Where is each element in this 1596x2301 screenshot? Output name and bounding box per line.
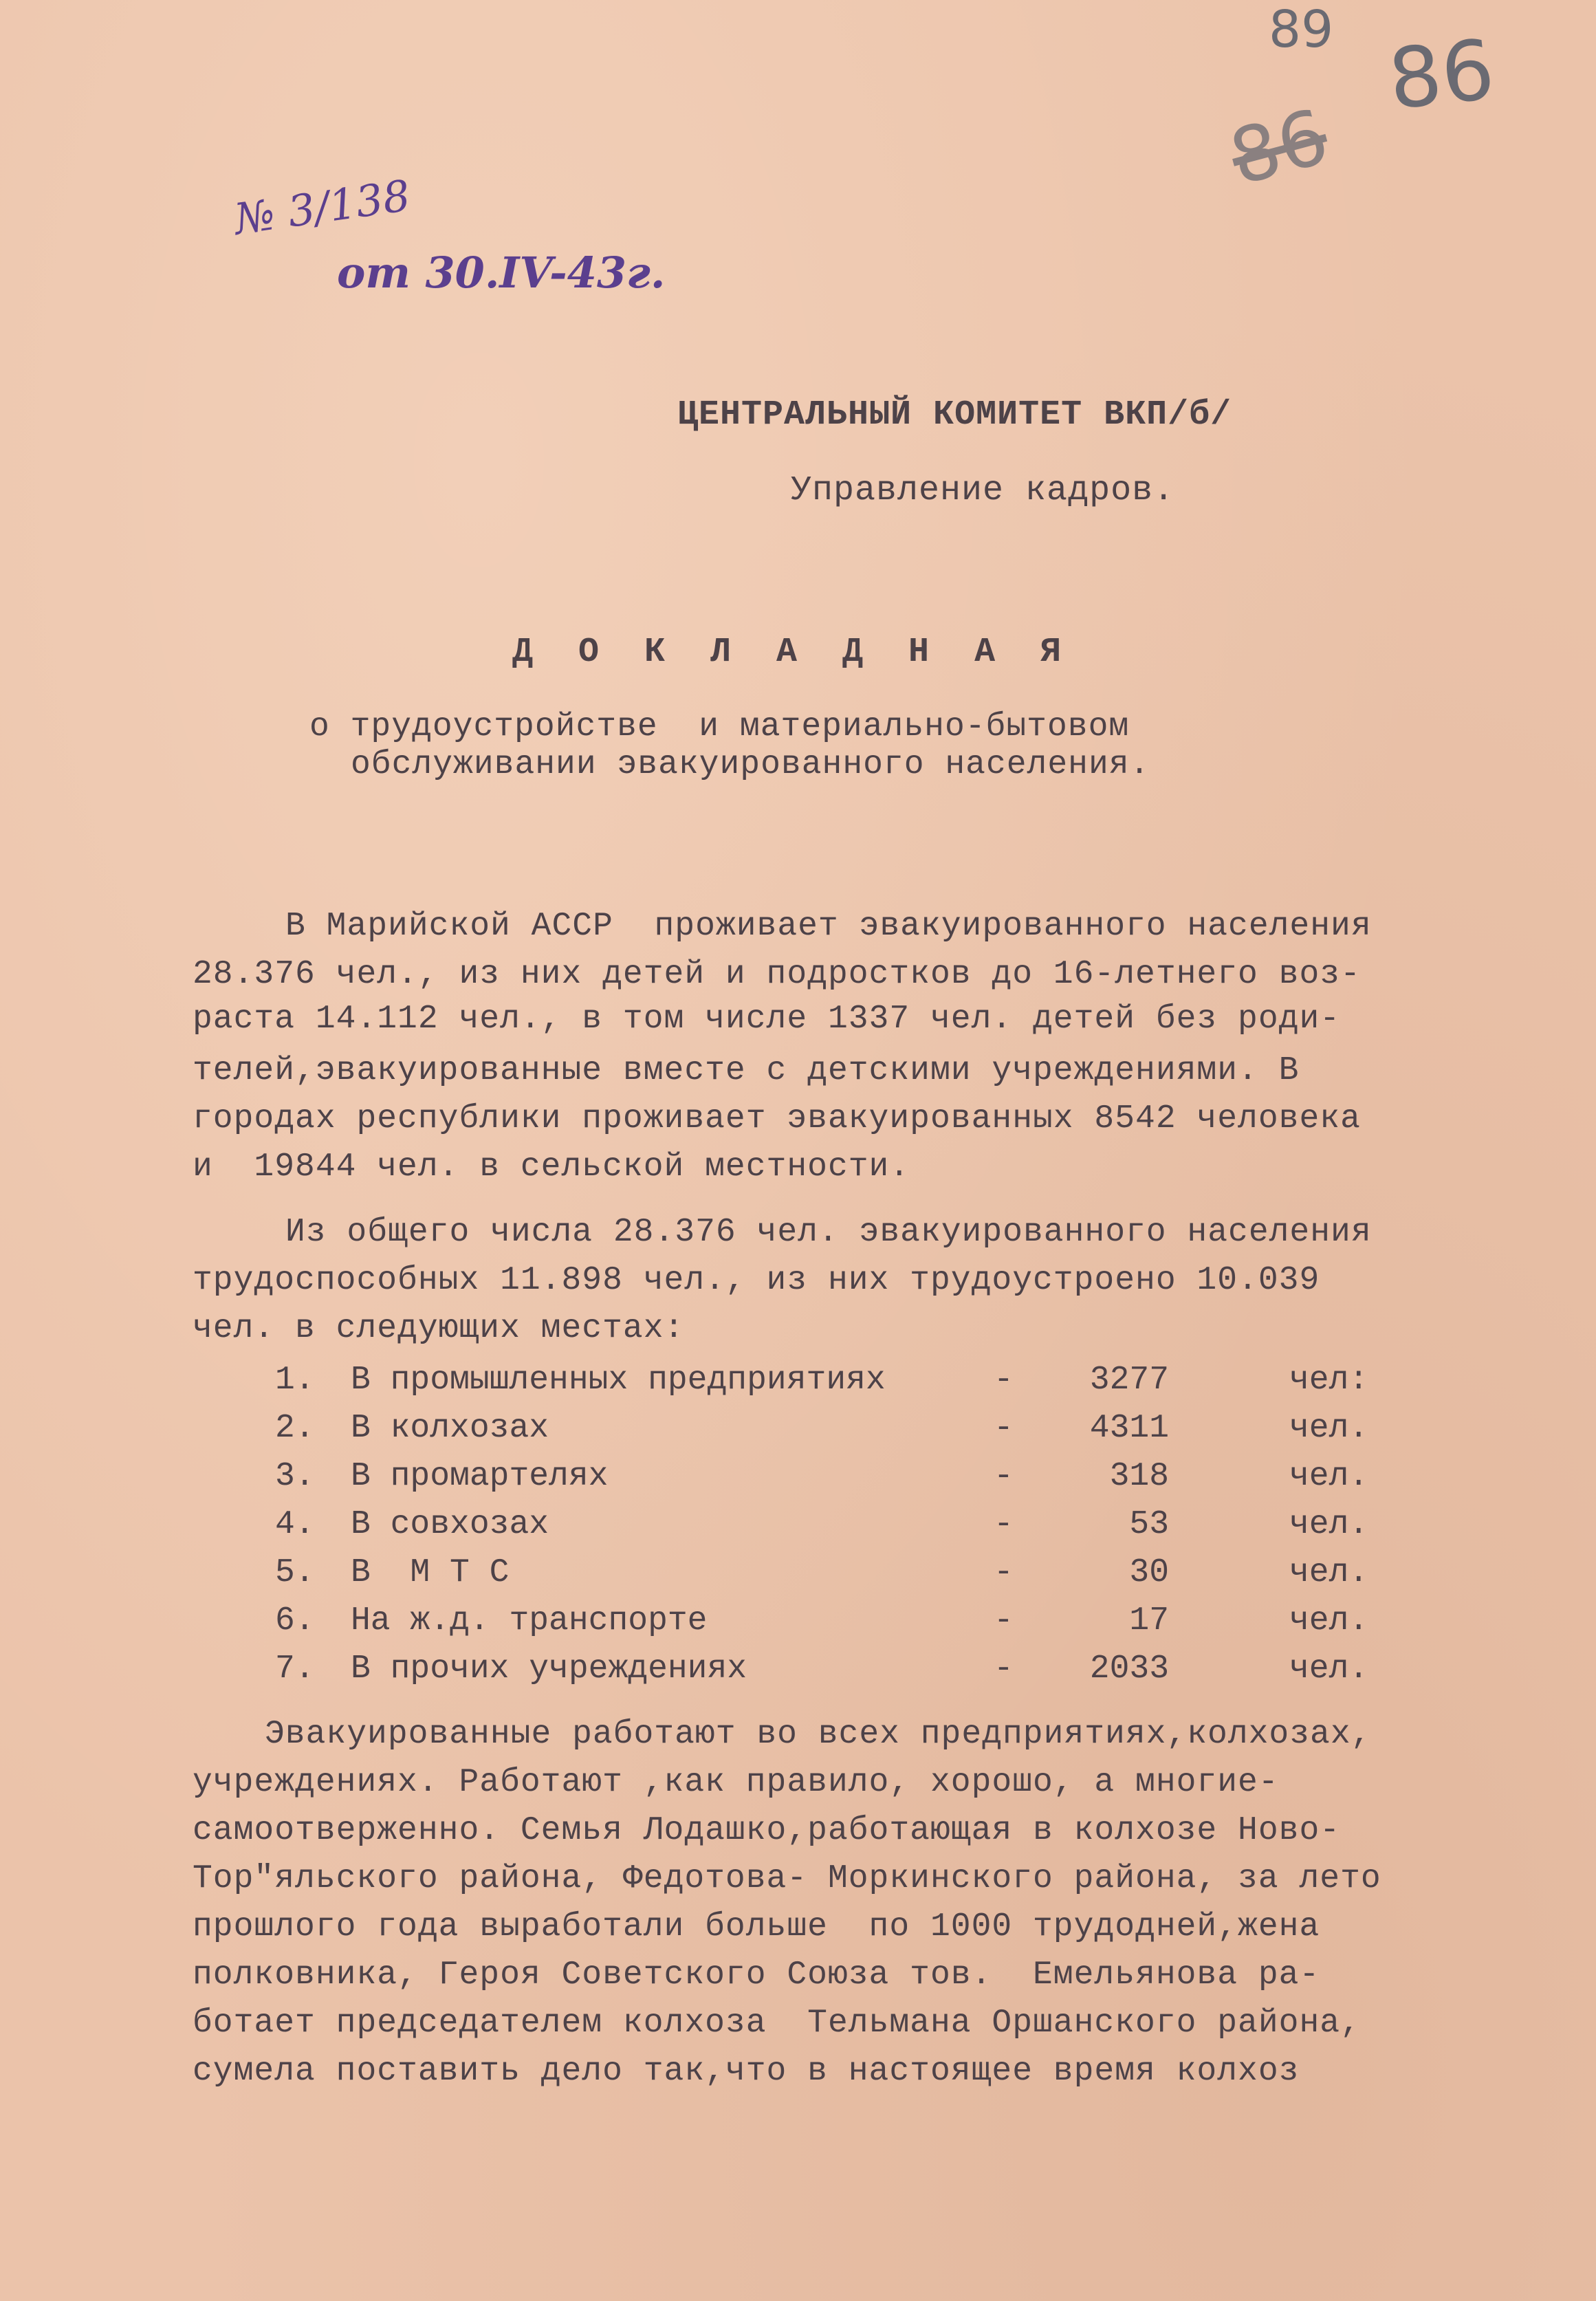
department-heading: Управление кадров.	[791, 471, 1175, 510]
para1-line-3: раста 14.112 чел., в том числе 1337 чел. детей без роди-	[193, 1001, 1341, 1038]
row-number: 3.	[275, 1458, 315, 1495]
row-dash: -	[994, 1602, 1014, 1639]
row-value: 17	[1129, 1602, 1169, 1639]
row-value: 4311	[1089, 1410, 1169, 1447]
row-value: 30	[1129, 1554, 1169, 1591]
para3-line-6: полковника, Героя Советского Союза тов. Емельянова ра-	[193, 1956, 1320, 1994]
row-number: 1.	[275, 1362, 315, 1399]
para1-line-2: 28.376 чел., из них детей и подростков до 16-летнего воз-	[193, 956, 1361, 993]
row-unit: чел.	[1289, 1650, 1369, 1688]
handwritten-date: от 30.IV-43г.	[337, 248, 666, 298]
handwritten-number: № 3/138	[231, 170, 413, 245]
para2-line-1: Из общего числа 28.376 чел. эвакуированного населения	[285, 1214, 1372, 1251]
row-number: 2.	[275, 1410, 315, 1447]
row-place: На ж.д. транспорте	[351, 1602, 708, 1639]
employment-row	[275, 1362, 1389, 1410]
employment-row	[275, 1650, 1389, 1699]
para3-line-1: Эвакуированные работают во всех предприятиях,колхозах,	[265, 1716, 1372, 1753]
row-unit: чел.	[1289, 1554, 1369, 1591]
para2-line-3: чел. в следующих местах:	[193, 1310, 685, 1347]
row-dash: -	[994, 1650, 1014, 1688]
employment-row	[275, 1458, 1389, 1506]
row-value: 3277	[1089, 1362, 1169, 1399]
row-place: В совхозах	[351, 1506, 549, 1543]
row-unit: чел.	[1289, 1410, 1369, 1447]
org-heading: ЦЕНТРАЛЬНЫЙ КОМИТЕТ ВКП/б/	[677, 395, 1232, 435]
row-dash: -	[994, 1506, 1014, 1543]
row-unit: чел.	[1289, 1458, 1369, 1495]
row-dash: -	[994, 1362, 1014, 1399]
para3-line-5: прошлого года выработали больше по 1000 трудодней,жена	[193, 1908, 1320, 1945]
archive-page-number-crossed: 86	[1221, 92, 1337, 202]
row-number: 6.	[275, 1602, 315, 1639]
para3-line-4: Тор"яльского района, Федотова- Моркинского района, за лето	[193, 1860, 1381, 1897]
row-place: В прочих учреждениях	[351, 1650, 747, 1688]
para3-line-2: учреждениях. Работают ,как правило, хорошо, а многие-	[193, 1764, 1279, 1801]
row-value: 2033	[1089, 1650, 1169, 1688]
row-unit: чел:	[1289, 1362, 1369, 1399]
archive-page-number-top: 89	[1269, 0, 1334, 59]
para1-line-1: В Марийской АССР проживает эвакуированного населения	[285, 908, 1372, 945]
para1-line-5: городах республики проживает эвакуированных 8542 человека	[193, 1100, 1361, 1137]
row-dash: -	[994, 1458, 1014, 1495]
row-dash: -	[994, 1410, 1014, 1447]
subtitle-line-1: о трудоустройстве и материально-бытовом	[309, 708, 1130, 745]
para3-line-7: ботает председателем колхоза Тельмана Оршанского района,	[193, 2005, 1361, 2042]
para2-line-2: трудоспособных 11.898 чел., из них трудоустроено 10.039	[193, 1262, 1320, 1299]
row-value: 53	[1129, 1506, 1169, 1543]
employment-row	[275, 1602, 1389, 1650]
row-place: В промартелях	[351, 1458, 609, 1495]
row-number: 4.	[275, 1506, 315, 1543]
employment-row	[275, 1410, 1389, 1458]
row-place: В промышленных предприятиях	[351, 1362, 886, 1399]
row-value: 318	[1109, 1458, 1169, 1495]
row-place: В колхозах	[351, 1410, 549, 1447]
row-number: 5.	[275, 1554, 315, 1591]
row-place: В М Т С	[351, 1554, 510, 1591]
para1-line-4: телей,эвакуированные вместе с детскими учреждениями. В	[193, 1052, 1300, 1089]
document-title: Д О К Л А Д Н А Я	[512, 633, 1074, 672]
subtitle-line-2: обслуживании эвакуированного населения.	[351, 746, 1150, 783]
row-dash: -	[994, 1554, 1014, 1591]
para3-line-3: самоотверженно. Семья Лодашко,работающая в колхозе Ново-	[193, 1812, 1341, 1849]
para1-line-6: и 19844 чел. в сельской местности.	[193, 1148, 910, 1186]
archive-page-number: 86	[1384, 22, 1499, 129]
employment-row	[275, 1506, 1389, 1554]
row-number: 7.	[275, 1650, 315, 1688]
employment-row	[275, 1554, 1389, 1602]
row-unit: чел.	[1289, 1602, 1369, 1639]
row-unit: чел.	[1289, 1506, 1369, 1543]
para3-line-8: сумела поставить дело так,что в настоящее время колхоз	[193, 2053, 1300, 2090]
